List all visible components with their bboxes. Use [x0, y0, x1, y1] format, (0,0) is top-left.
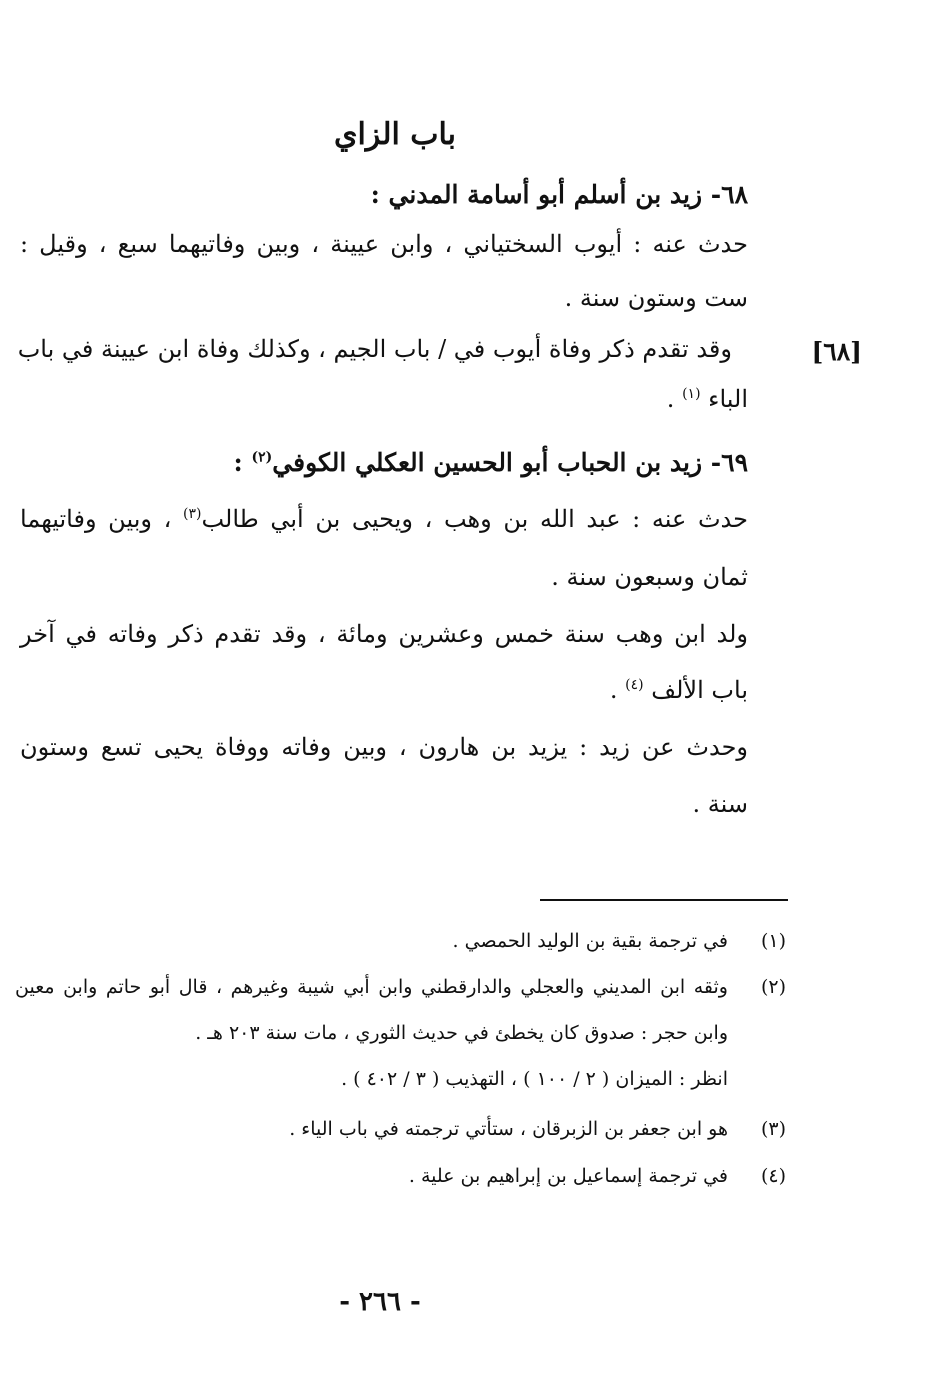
page-number: - ٢٦٦ - — [339, 1287, 421, 1317]
footnote-ref-2: (٢) — [251, 449, 273, 466]
entry-69-heading-end: : — [233, 448, 243, 477]
footnote-1-number: (١) — [760, 930, 786, 952]
page-marker: [٦٨] — [811, 337, 862, 366]
entry-68-line-4-end: . — [666, 385, 675, 413]
footnote-3-text: هو ابن جعفر بن الزبرقان ، ستأتي ترجمته في باب الياء . — [289, 1118, 728, 1140]
footnote-2-cont-2: انظر : الميزان ( ٢ / ١٠٠ ) ، التهذيب ( ٣ / ٤٠٢ ) . — [341, 1068, 728, 1090]
entry-69-line-1-b: ، وبين وفاتيهما — [20, 505, 172, 533]
footnote-3-number: (٣) — [760, 1118, 786, 1140]
entry-69-line-3: ولد ابن وهب سنة خمس وعشرين ومائة ، وقد تقدم ذكر وفاته في آخر — [20, 620, 748, 648]
entry-69-heading — [234, 448, 748, 477]
entry-68-line-1: حدث عنه : أيوب السختياني ، وابن عيينة ، وبين وفاتيهما سبع ، وقيل : — [20, 230, 748, 258]
entry-69-line-6: سنة . — [692, 790, 748, 818]
entry-68-line-4-text: الباء — [708, 385, 748, 413]
footnote-2-text: وثقه ابن المديني والعجلي والدارقطني وابن أبي شيبة وغيرهم ، قال أبو حاتم وابن معين — [15, 976, 728, 998]
footnote-ref-3: (٣) — [182, 506, 202, 522]
footnote-2-cont-1: وابن حجر : صدوق كان يخطئ في حديث الثوري ، مات سنة ٢٠٣ هـ . — [195, 1022, 728, 1044]
entry-69-line-4-end: . — [609, 676, 618, 704]
entry-69-line-4 — [610, 676, 748, 704]
chapter-title: باب الزاي — [333, 117, 457, 152]
entry-69-line-1-a: حدث عنه : عبد الله بن وهب ، ويحيى بن أبي طالب — [201, 505, 748, 533]
footnote-4-number: (٤) — [760, 1165, 786, 1187]
entry-68-line-3: وقد تقدم ذكر وفاة أيوب في / باب الجيم ، وكذلك وفاة ابن عيينة في باب — [17, 335, 732, 363]
entry-68-line-4 — [667, 385, 748, 413]
footnote-ref-4: (٤) — [625, 677, 644, 693]
entry-69-line-5: وحدث عن زيد : يزيد بن هارون ، وبين وفاته ووفاة يحيى تسع وستون — [20, 733, 748, 761]
entry-69-line-2: ثمان وسبعون سنة . — [551, 563, 748, 591]
footnote-separator — [540, 899, 788, 901]
entry-69-heading-text: ٦٩- زيد بن الحباب أبو الحسين العكلي الكوفي — [272, 448, 748, 477]
entry-68-line-2: ست وستون سنة . — [564, 284, 748, 312]
entry-68-heading: ٦٨- زيد بن أسلم أبو أسامة المدني : — [370, 180, 748, 209]
footnote-1-text: في ترجمة بقية بن الوليد الحمصي . — [452, 930, 728, 952]
entry-69-line-4-text: باب الألف — [651, 676, 748, 704]
footnote-ref-1: (١) — [682, 386, 701, 402]
entry-69-line-1 — [20, 505, 748, 533]
footnote-4-text: في ترجمة إسماعيل بن إبراهيم بن علية . — [408, 1165, 728, 1187]
footnote-2-number: (٢) — [760, 976, 786, 998]
